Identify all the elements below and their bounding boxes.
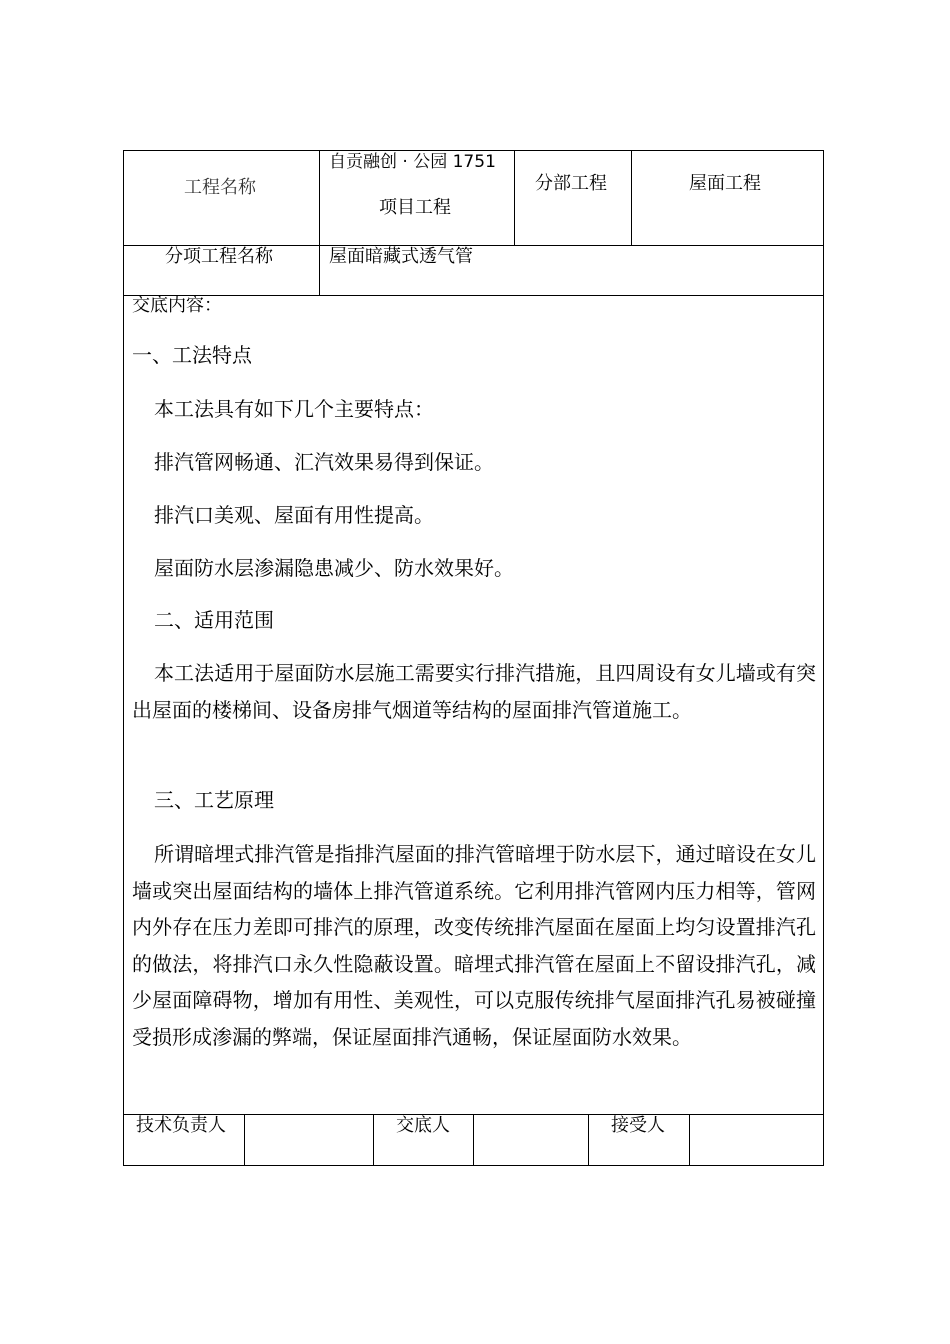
project-name-line2: 项目工程	[379, 197, 451, 218]
receiver-label: 接受人	[611, 1115, 665, 1136]
section1-line: 本工法具有如下几个主要特点：	[154, 397, 434, 421]
footer-col-1	[244, 1114, 245, 1166]
section3-title: 三、工艺原理	[154, 788, 274, 812]
section1-title: 一、工法特点	[132, 343, 252, 367]
section2-paragraph: 本工法适用于屋面防水层施工需要实行排汽措施，且四周设有女儿墙或有突出屋面的楼梯间、设备房排气烟道等结构的屋面排汽管道施工。	[132, 661, 816, 722]
division-label: 分部工程	[535, 173, 607, 194]
division-value: 屋面工程	[689, 173, 761, 194]
footer-col-5	[689, 1114, 690, 1166]
section1-line: 屋面防水层渗漏隐患减少、防水效果好。	[154, 556, 514, 580]
intro-label: 交底内容：	[132, 295, 222, 316]
section2-title: 二、适用范围	[154, 608, 274, 632]
project-name-line1: 自贡融创 · 公园 1751	[329, 152, 496, 172]
footer-col-2	[373, 1114, 374, 1166]
subitem-label: 分项工程名称	[165, 246, 273, 267]
section1-line: 排汽口美观、屋面有用性提高。	[154, 503, 434, 527]
project-name-label: 工程名称	[184, 177, 256, 198]
footer-col-3	[473, 1114, 474, 1166]
tech-lead-label: 技术负责人	[136, 1115, 226, 1136]
section3-paragraph: 所谓暗埋式排汽管是指排汽屋面的排汽管暗埋于防水层下，通过暗设在女儿墙或突出屋面结构的墙体上排汽管道系统。它利用排汽管网内压力相等，管网内外存在压力差即可排汽的原理，改变传统排汽屋面在屋面上均匀设置排汽孔的做法，将排汽口永久性隐蔽设置。暗埋式排汽管在屋面上不留设排汽孔，减少屋面障碍物，增加有用性、美观性，可以克服传统排气屋面排汽孔易被碰撞受损形成渗漏的弊端，保证屋面排汽通畅，保证屋面防水效果。	[132, 842, 816, 1049]
discloser-label: 交底人	[396, 1115, 450, 1136]
section1-line: 排汽管网畅通、汇汽效果易得到保证。	[154, 450, 494, 474]
subitem-value: 屋面暗藏式透气管	[329, 246, 473, 267]
footer-col-4	[588, 1114, 589, 1166]
disclosure-content	[132, 0, 816, 1110]
